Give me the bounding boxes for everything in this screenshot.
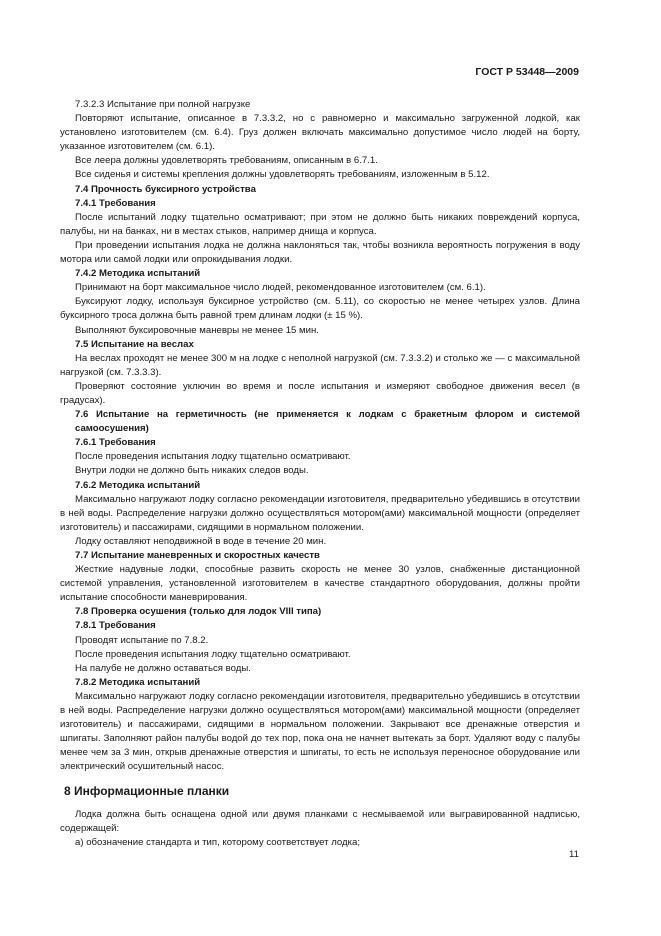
section-7-7-title: 7.7 Испытание маневренных и скоростных качеств <box>75 550 320 561</box>
paragraph: На веслах проходят не менее 300 м на лодке с неполной нагрузкой (см. 7.3.3.2) и столько же — с максимальной нагрузкой (см. 7.3.3.3). <box>60 352 580 378</box>
section-8-title: 8 Информационные планки <box>64 783 230 798</box>
paragraph: Буксируют лодку, используя буксирное устройство (см. 5.11), со скоростью не менее четырех узлов. Длина буксирного троса должна быть равной трем длинам лодки (± 15 %). <box>60 296 580 322</box>
paragraph: Внутри лодки не должно быть никаких следов воды. <box>75 465 309 477</box>
section-7-6-1-title: 7.6.1 Требования <box>75 437 156 449</box>
section-7-3-2-3-title: 7.3.2.3 Испытание при полной нагрузке <box>75 99 251 110</box>
paragraph: Максимально нагружают лодку согласно рекомендации изготовителя, предварительно убедившись в отсутствии в ней воды. Распределение нагрузки должно осуществляться мотором(ами) максимальной мощности (определяет изготовитель) и пассажирами, сидящими в нормальном положении. Закрывают все дренажные отверстия и шпигаты. Заполняют район палубы водой до тех пор, пока она не начнет вытекать за борт. Удаляют воду с палубы менее чем за 3 мин, открыв дренажные отверстия и шпигаты, то есть не используя переносное оборудование или электрический осушительный насос. <box>60 690 580 773</box>
document-body <box>60 98 580 850</box>
paragraph: Повторяют испытание, описанное в 7.3.3.2, но с равномерно и максимально загруженной лодкой, как установлено изготовителем (см. 6.4). Груз должен включать максимально допустимое число людей на борту, указанное изготовителем (см. 6.1). <box>60 113 580 153</box>
paragraph: После испытаний лодку тщательно осматривают; при этом не должно быть никаких повреждений корпуса, палубы, ни на банках, ни в местах стыков, например днища и корпуса. <box>60 211 580 237</box>
section-7-6-title: 7.6 Испытание на герметичность (не применяется к лодкам с бракетным флором и системой самоосушения) <box>75 409 580 435</box>
section-7-5-title: 7.5 Испытание на веслах <box>75 338 194 350</box>
section-7-6-2-title: 7.6.2 Методика испытаний <box>75 479 201 491</box>
paragraph: После проведения испытания лодку тщательно осматривают. <box>75 648 351 660</box>
section-7-8-1-title: 7.8.1 Требования <box>75 620 156 632</box>
paragraph: Проводят испытание по 7.8.2. <box>75 634 209 646</box>
list-item: а) обозначение стандарта и тип, которому соответствует лодка; <box>75 836 361 848</box>
paragraph: Лодку оставляют неподвижной в воде в течение 20 мин. <box>75 535 327 547</box>
section-7-4-title: 7.4 Прочность буксирного устройства <box>75 183 256 195</box>
paragraph: При проведении испытания лодка не должна наклоняться так, чтобы возникла вероятность погружения в воду мотора или самой лодки или опрокидывания лодки. <box>60 239 580 266</box>
paragraph: Принимают на борт максимальное число людей, рекомендованное изготовителем (см. 6.1). <box>75 282 486 294</box>
section-7-4-2-title: 7.4.2 Методика испытаний <box>75 268 201 280</box>
paragraph: Все леера должны удовлетворять требованиям, описанным в 6.7.1. <box>75 155 378 167</box>
section-7-4-1-title: 7.4.1 Требования <box>75 197 156 209</box>
paragraph: После проведения испытания лодку тщательно осматривают. <box>75 451 351 463</box>
paragraph: Все сиденья и системы крепления должны удовлетворять требованиям, изложенным в 5.12. <box>75 169 490 181</box>
paragraph: Проверяют состояние уключин во время и после испытания и измеряют свободное движения весел (в градусах). <box>60 380 580 406</box>
paragraph: Лодка должна быть оснащена одной или двумя планками с несмываемой или выгравированной надписью, содержащей: <box>60 808 580 834</box>
page-number: 11 <box>569 849 579 860</box>
document-header: ГОСТ Р 53448—2009 <box>475 66 579 78</box>
paragraph: Выполняют буксировочные маневры не менее 15 мин. <box>75 324 319 336</box>
section-7-8-title: 7.8 Проверка осушения (только для лодок VIII типа) <box>75 606 322 618</box>
section-7-8-2-title: 7.8.2 Методика испытаний <box>75 676 201 688</box>
paragraph: На палубе не должно оставаться воды. <box>75 662 251 674</box>
paragraph: Максимально нагружают лодку согласно рекомендации изготовителя, предварительно убедившись в отсутствии в ней воды. Распределение нагрузки должно осуществляться мотором(ами) максимальной мощности (определяет изготовитель) и пассажирами, сидящими в нормальном положении. <box>60 493 580 533</box>
paragraph: Жесткие надувные лодки, способные развить скорость не менее 30 узлов, снабженные дистанционной системой управления, установленной изготовителем в качестве стандартного оборудования, должны пройти испытание способности маневрирования. <box>60 564 580 604</box>
